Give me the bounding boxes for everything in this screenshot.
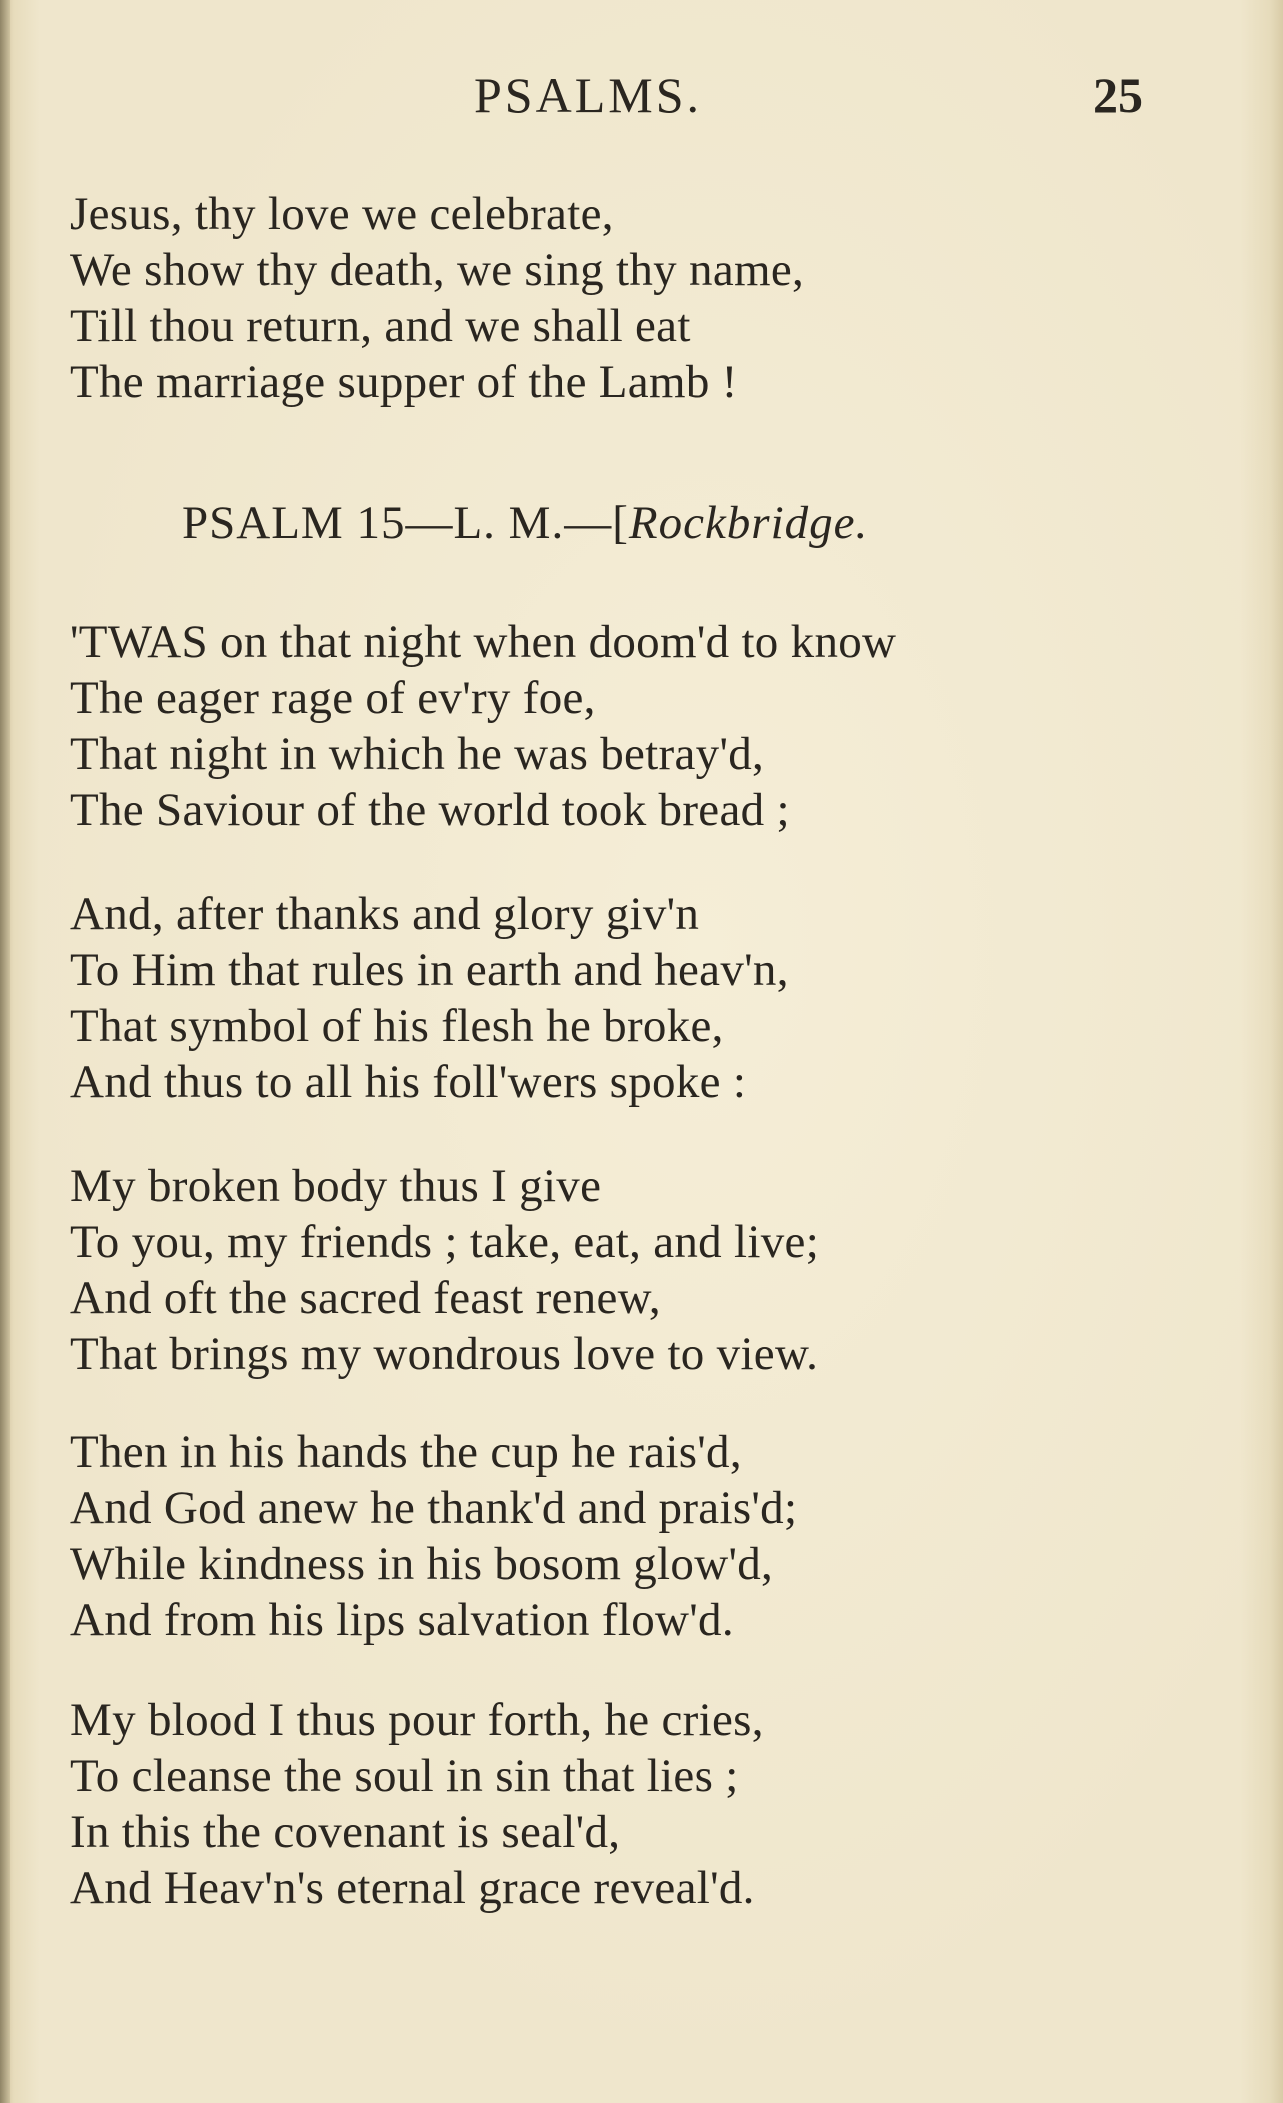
verse-line: My blood I thus pour forth, he cries, [70,1694,764,1746]
psalm-title: PSALM 15—L. M.—[ [182,497,629,549]
psalm-stanza-4 [70,1424,797,1648]
page-number: 25 [1093,67,1143,123]
verse-line: And oft the sacred feast renew, [70,1272,661,1324]
verse-line: To you, my friends ; take, eat, and live; [70,1216,820,1268]
psalm-tune-name: Rockbridge. [628,497,869,549]
psalm-stanza-2 [70,886,789,1110]
verse-line-rest: on that night when doom'd to know [207,616,897,668]
verse-line: And from his lips salvation flow'd. [70,1594,734,1646]
verse-line [70,614,896,670]
psalm-heading [182,496,868,550]
verse-line: And, after thanks and glory giv'n [70,888,700,940]
verse-line: And Heav'n's eternal grace reveal'd. [70,1862,755,1914]
running-title: PSALMS. [474,67,703,123]
page-header [0,66,1283,126]
verse-line: To Him that rules in earth and heav'n, [70,944,789,996]
verse-line: And thus to all his foll'wers spoke : [70,1056,747,1108]
verse-line: The marriage supper of the Lamb ! [70,356,738,408]
psalm-stanza-5 [70,1692,764,1916]
verse-line: While kindness in his bosom glow'd, [70,1538,774,1590]
verse-line: The Saviour of the world took bread ; [70,784,790,836]
verse-line: Till thou return, and we shall eat [70,300,691,352]
verse-line: To cleanse the soul in sin that lies ; [70,1750,739,1802]
verse-line: That symbol of his flesh he broke, [70,1000,724,1052]
drop-word-rest: WAS [107,616,208,668]
page-spine-edge [0,0,10,2103]
psalm-stanza-1 [70,614,896,838]
verse-line: Jesus, thy love we celebrate, [70,188,614,240]
intro-stanza [70,186,804,410]
verse-line: That brings my wondrous love to view. [70,1328,819,1380]
verse-line: My broken body thus I give [70,1160,602,1212]
drop-word-lead: 'T [70,616,108,668]
verse-line: Then in his hands the cup he rais'd, [70,1426,742,1478]
verse-line: That night in which he was betray'd, [70,728,765,780]
verse-line: We show thy death, we sing thy name, [70,244,805,296]
verse-line: In this the covenant is seal'd, [70,1806,621,1858]
psalm-stanza-3 [70,1158,819,1382]
verse-line: And God anew he thank'd and prais'd; [70,1482,798,1534]
verse-line: The eager rage of ev'ry foe, [70,672,596,724]
